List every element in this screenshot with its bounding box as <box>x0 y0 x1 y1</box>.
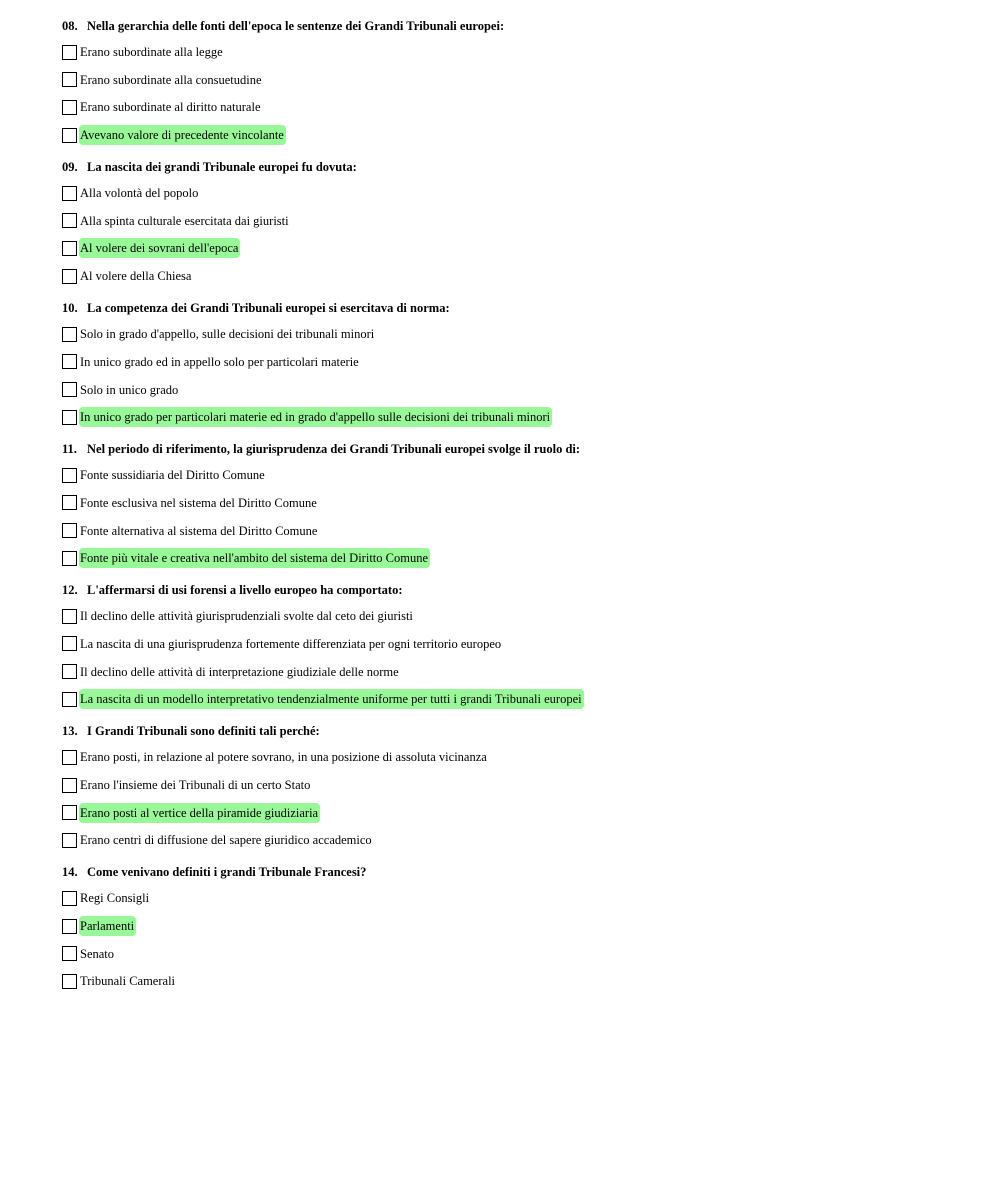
answer-text: Regi Consigli <box>80 891 150 906</box>
answer-checkbox[interactable] <box>62 523 77 538</box>
question-block <box>62 299 962 427</box>
answer-text: In unico grado per particolari materie ed in grado d'appello sulle decisioni dei tribunali minori <box>79 407 552 427</box>
answer-checkbox[interactable] <box>62 609 77 624</box>
answer-option[interactable] <box>62 775 962 795</box>
answer-text: Fonte esclusiva nel sistema del Diritto Comune <box>80 495 317 510</box>
answer-option[interactable] <box>62 606 962 626</box>
answer-option[interactable] <box>62 548 962 568</box>
answer-checkbox[interactable] <box>62 919 77 934</box>
answer-option[interactable] <box>62 521 962 541</box>
question-title <box>62 158 962 176</box>
question-block <box>62 158 962 286</box>
answer-checkbox[interactable] <box>62 186 77 201</box>
answer-checkbox[interactable] <box>62 128 77 143</box>
answer-text: Fonte più vitale e creativa nell'ambito del sistema del Diritto Comune <box>79 548 430 568</box>
answer-text: Erano l'insieme dei Tribunali di un certo Stato <box>80 778 311 792</box>
answer-checkbox[interactable] <box>62 100 77 115</box>
answer-option[interactable] <box>62 211 962 231</box>
answer-option[interactable] <box>62 493 962 513</box>
answer-option[interactable] <box>62 634 962 654</box>
answer-option[interactable] <box>62 971 962 991</box>
question-text: Come venivano definiti i grandi Tribunale Francesi? <box>87 865 367 880</box>
answer-option[interactable] <box>62 70 962 90</box>
question-text: I Grandi Tribunali sono definiti tali perché: <box>87 724 320 739</box>
answer-option[interactable] <box>62 42 962 62</box>
answer-text: Al volere della Chiesa <box>80 269 192 284</box>
answer-checkbox[interactable] <box>62 692 77 707</box>
answer-text: Senato <box>80 946 115 961</box>
question-block <box>62 722 962 850</box>
answer-text: Il declino delle attività giurisprudenziali svolte dal ceto dei giuristi <box>80 609 413 624</box>
question-block <box>62 581 962 709</box>
question-block <box>62 17 962 145</box>
answer-checkbox[interactable] <box>62 410 77 425</box>
answer-text: Erano centri di diffusione del sapere giuridico accademico <box>80 833 372 848</box>
answer-option[interactable] <box>62 183 962 203</box>
answer-checkbox[interactable] <box>62 269 77 284</box>
answer-checkbox[interactable] <box>62 495 77 510</box>
answer-option[interactable] <box>62 662 962 682</box>
answer-text: In unico grado ed in appello solo per particolari materie <box>80 354 359 369</box>
answer-text: Erano posti, in relazione al potere sovrano, in una posizione di assoluta vicinanza <box>80 750 487 765</box>
answer-checkbox[interactable] <box>62 354 77 369</box>
question-title <box>62 299 962 317</box>
question-number: 14. <box>62 865 78 880</box>
question-title <box>62 17 962 35</box>
answer-checkbox[interactable] <box>62 636 77 651</box>
answer-checkbox[interactable] <box>62 974 77 989</box>
question-text: La competenza dei Grandi Tribunali europei si esercitava di norma: <box>87 301 450 316</box>
answer-option[interactable] <box>62 944 962 964</box>
answer-option[interactable] <box>62 238 962 258</box>
answer-text: La nascita di un modello interpretativo tendenzialmente uniforme per tutti i grandi Tribunali europei <box>79 689 584 709</box>
answer-text: La nascita di una giurisprudenza fortemente differenziata per ogni territorio europeo <box>80 636 502 651</box>
answer-checkbox[interactable] <box>62 468 77 483</box>
answer-option[interactable] <box>62 407 962 427</box>
answer-checkbox[interactable] <box>62 551 77 566</box>
answer-text: Solo in unico grado <box>80 382 179 397</box>
answer-option[interactable] <box>62 465 962 485</box>
answer-text: Fonte sussidiaria del Diritto Comune <box>80 468 265 483</box>
answer-text: Erano subordinate alla legge <box>80 45 223 59</box>
answer-checkbox[interactable] <box>62 805 77 820</box>
answer-option[interactable] <box>62 380 962 400</box>
question-number: 12. <box>62 583 78 598</box>
answer-option[interactable] <box>62 916 962 936</box>
answer-checkbox[interactable] <box>62 241 77 256</box>
answer-checkbox[interactable] <box>62 45 77 60</box>
answer-checkbox[interactable] <box>62 382 77 397</box>
answer-text: Erano posti al vertice della piramide giudiziaria <box>79 803 320 823</box>
answer-option[interactable] <box>62 324 962 344</box>
question-title <box>62 863 962 881</box>
answer-checkbox[interactable] <box>62 213 77 228</box>
question-number: 13. <box>62 724 78 739</box>
answer-option[interactable] <box>62 888 962 908</box>
answer-option[interactable] <box>62 125 962 145</box>
answer-option[interactable] <box>62 747 962 767</box>
quiz-document <box>62 17 962 999</box>
answer-text: Solo in grado d'appello, sulle decisioni dei tribunali minori <box>80 327 375 342</box>
question-title <box>62 440 962 458</box>
question-block <box>62 440 962 568</box>
answer-checkbox[interactable] <box>62 664 77 679</box>
answer-text: Parlamenti <box>79 916 136 936</box>
answer-checkbox[interactable] <box>62 327 77 342</box>
answer-option[interactable] <box>62 266 962 286</box>
answer-option[interactable] <box>62 689 962 709</box>
answer-checkbox[interactable] <box>62 891 77 906</box>
question-title <box>62 581 962 599</box>
question-text: L'affermarsi di usi forensi a livello europeo ha comportato: <box>87 583 403 598</box>
answer-checkbox[interactable] <box>62 72 77 87</box>
answer-text: Al volere dei sovrani dell'epoca <box>79 238 240 258</box>
answer-text: Avevano valore di precedente vincolante <box>79 125 286 145</box>
question-number: 11. <box>62 442 77 457</box>
question-text: Nel periodo di riferimento, la giurisprudenza dei Grandi Tribunali europei svolge il ruolo di: <box>87 442 581 457</box>
question-number: 09. <box>62 160 78 175</box>
answer-text: Erano subordinate al diritto naturale <box>80 100 261 115</box>
answer-checkbox[interactable] <box>62 946 77 961</box>
answer-option[interactable] <box>62 830 962 850</box>
answer-text: Erano subordinate alla consuetudine <box>80 72 262 87</box>
answer-text: Alla spinta culturale esercitata dai giuristi <box>80 213 289 228</box>
answer-text: Alla volontà del popolo <box>80 186 199 201</box>
question-title <box>62 722 962 740</box>
answer-option[interactable] <box>62 97 962 117</box>
question-number: 08. <box>62 19 78 33</box>
answer-text: Fonte alternativa al sistema del Diritto Comune <box>80 523 318 538</box>
question-text: La nascita dei grandi Tribunale europei fu dovuta: <box>87 160 357 175</box>
answer-option[interactable] <box>62 803 962 823</box>
answer-checkbox[interactable] <box>62 750 77 765</box>
answer-option[interactable] <box>62 352 962 372</box>
answer-text: Tribunali Camerali <box>80 974 176 989</box>
answer-checkbox[interactable] <box>62 778 77 793</box>
question-text: Nella gerarchia delle fonti dell'epoca le sentenze dei Grandi Tribunali europei: <box>87 19 505 33</box>
answer-text: Il declino delle attività di interpretazione giudiziale delle norme <box>80 664 399 679</box>
answer-checkbox[interactable] <box>62 833 77 848</box>
question-number: 10. <box>62 301 78 316</box>
question-block <box>62 863 962 991</box>
